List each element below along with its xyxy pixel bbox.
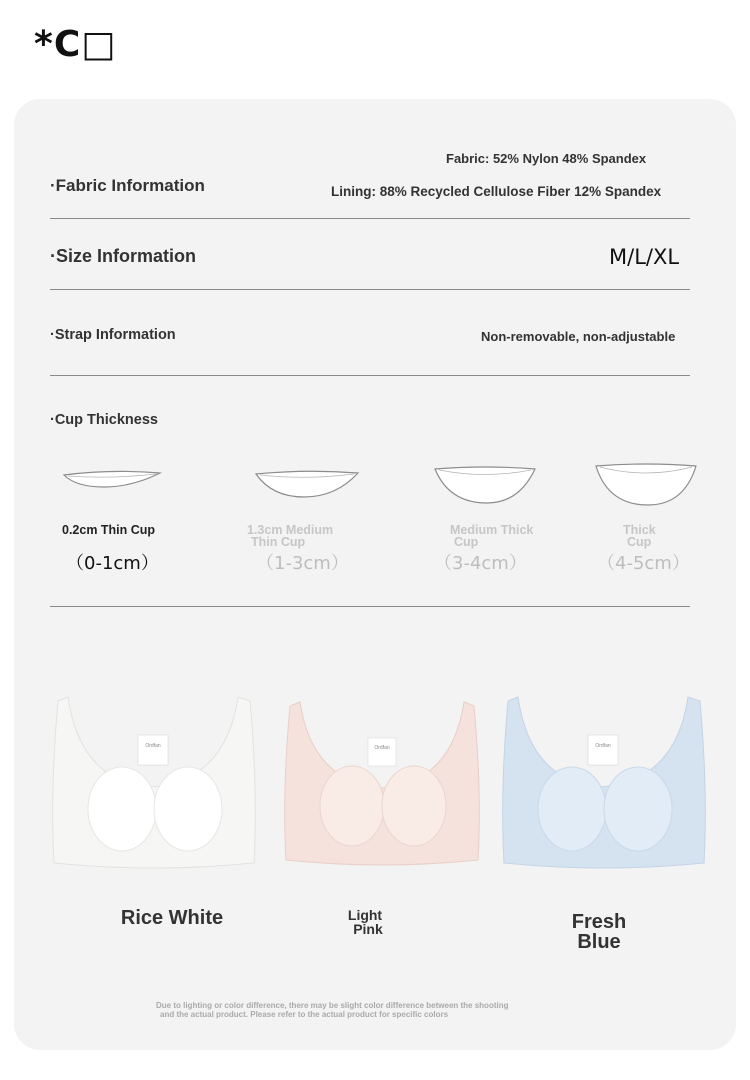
divider (50, 289, 690, 290)
fabric-heading: ·Fabric Information (50, 176, 205, 195)
strap-value: Non-removable, non-adjustable (481, 329, 676, 344)
bra-product-image (500, 691, 706, 871)
thin-cup-icon (62, 465, 162, 493)
cup-option-label: Thick Cup (623, 523, 656, 549)
lining-composition: Lining: 88% Recycled Cellulose Fiber 12% Spandex (331, 184, 662, 199)
strap-heading: ·Strap Information (50, 327, 176, 343)
divider (50, 375, 690, 376)
size-tag-brand: Ordfan (374, 745, 390, 751)
fabric-composition: Fabric: 52% Nylon 48% Spandex (446, 151, 647, 166)
color-name-fresh-blue: Fresh Blue (571, 911, 627, 953)
cup-thickness-heading: ·Cup Thickness (50, 412, 158, 428)
cup-option-range: （1-3cm） (256, 553, 349, 574)
size-heading: ·Size Information (50, 246, 197, 266)
cup-option-range: （0-1cm） (66, 553, 159, 574)
divider (50, 218, 690, 219)
color-disclaimer: Due to lighting or color difference, there may be slight color difference between the shooting and the actual product. Please refer to the actual product for specific colors (156, 1001, 509, 1019)
product-info-card (14, 99, 736, 1050)
size-tag-brand: Ordfan (145, 743, 161, 749)
brand-logo: *C□ (34, 24, 117, 65)
cup-option-range: （3-4cm） (434, 553, 527, 574)
bra-product-image (284, 696, 480, 866)
cup-option-range: （4-5cm） (597, 553, 690, 574)
thick-cup-icon (594, 463, 698, 509)
size-value: M/L/XL (609, 245, 680, 269)
color-name-rice-white: Rice White (120, 907, 224, 929)
cup-option-label: 0.2cm Thin Cup (62, 523, 156, 537)
cup-option-label: Medium Thick Cup (450, 523, 534, 549)
color-name-light-pink: Light Pink (347, 907, 383, 937)
cup-option-label: 1.3cm Medium Thin Cup (247, 523, 334, 549)
medium-thin-cup-icon (254, 467, 360, 501)
bra-product-image (50, 691, 256, 871)
divider (50, 606, 690, 607)
medium-thick-cup-icon (433, 465, 537, 507)
size-tag-brand: Ordfan (595, 743, 611, 749)
